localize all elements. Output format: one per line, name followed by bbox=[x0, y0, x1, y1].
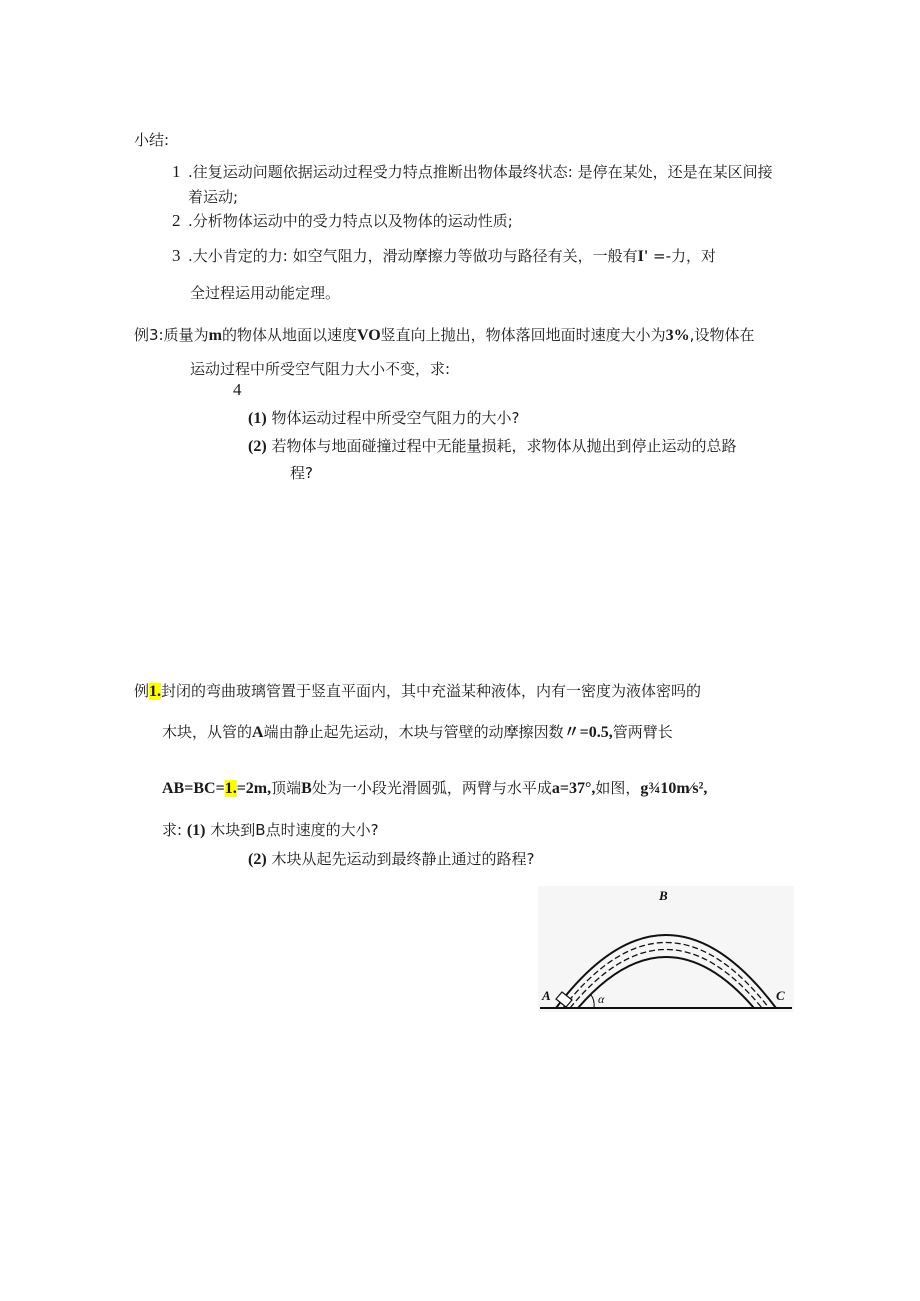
example1-gravity-value: g¾10m∕s², bbox=[640, 780, 708, 797]
example3-speed-value: 3% bbox=[665, 327, 690, 344]
example1-friction-coefficient: 〃=0.5, bbox=[563, 724, 613, 741]
example3-stray-digit: 4 bbox=[233, 380, 242, 399]
figure-label-c: C bbox=[776, 988, 785, 1003]
example1-text-3c: 顶端 bbox=[271, 779, 302, 797]
summary-item-1-text-cont: 着运动; bbox=[188, 188, 239, 206]
figure-label-a: A bbox=[542, 988, 551, 1003]
summary-item-3-text-cont: 全过程运用动能定理。 bbox=[190, 284, 341, 302]
summary-item-2-text: .分析物体运动中的受力特点以及物体的运动性质; bbox=[188, 212, 513, 230]
summary-item-2-number: 2 bbox=[172, 211, 181, 230]
example1-point-a: A bbox=[252, 724, 264, 741]
example1-text-2c: 管两臂长 bbox=[612, 723, 673, 741]
example1-line2 bbox=[162, 722, 673, 743]
example1-text-3e: 如图， bbox=[595, 779, 641, 797]
example3-q1-number: (1) bbox=[248, 410, 267, 427]
example1-ask: 求: bbox=[162, 821, 183, 839]
example1-q1-number: (1) bbox=[186, 822, 206, 839]
summary-item-1-number: 1 bbox=[172, 162, 181, 181]
example3-velocity-symbol: VO bbox=[356, 327, 381, 344]
example3-text-b: 的物体从地面以速度 bbox=[221, 326, 357, 344]
example1-label-highlight: 1. bbox=[149, 683, 162, 700]
example1-text-3d: 处为一小段光滑圆弧，两臂与水平成 bbox=[311, 779, 552, 797]
example1-arm-highlight: 1. bbox=[224, 780, 237, 797]
example3-q2-number: (2) bbox=[248, 438, 267, 455]
figure-label-alpha: α bbox=[598, 992, 605, 1006]
summary-heading: 小结: bbox=[134, 131, 170, 149]
figure-background bbox=[538, 886, 794, 1012]
example3-question-2-cont: 程? bbox=[290, 464, 313, 482]
summary-item-1-text: .往复运动问题依据运动过程受力特点推断出物体最终状态: 是停在某处，还是在某区间接 bbox=[188, 163, 773, 181]
example1-angle-value: a=37°, bbox=[551, 780, 596, 797]
example3-line1 bbox=[134, 325, 754, 346]
example3-text-d: ,设物体在 bbox=[689, 326, 755, 344]
example1-question-1 bbox=[162, 820, 379, 841]
example1-label: 例 bbox=[134, 682, 150, 700]
example3-q1-text: 物体运动过程中所受空气阻力的大小? bbox=[271, 409, 520, 427]
example3-text-c: 竖直向上抛出，物体落回地面时速度大小为 bbox=[380, 326, 666, 344]
example3-question-2 bbox=[248, 436, 736, 457]
summary-item-3-number: 3 bbox=[172, 246, 181, 265]
example1-q2-number: (2) bbox=[248, 851, 267, 868]
summary-item-3-text bbox=[188, 246, 716, 267]
summary-item-3-text-c: =-力，对 bbox=[648, 247, 717, 265]
example1-text-2a: 木块，从管的 bbox=[162, 723, 253, 741]
summary-item-3-symbol: I' bbox=[637, 248, 649, 265]
example1-text-2b: 端由静止起先运动，木块与管壁的动摩擦因数 bbox=[263, 723, 564, 741]
example1-arm-lengths: AB=BC= bbox=[162, 780, 225, 797]
example3-question-1 bbox=[248, 408, 519, 429]
example1-text-1: 封闭的弯曲玻璃管置于竖直平面内，其中充溢某种液体，内有一密度为液体密吗的 bbox=[161, 682, 702, 700]
example1-point-b: B bbox=[301, 780, 312, 797]
figure-label-b: B bbox=[659, 888, 668, 903]
example1-line3 bbox=[162, 778, 707, 799]
example3-q2-text: 若物体与地面碰撞过程中无能量损耗，求物体从抛出到停止运动的总路 bbox=[271, 437, 737, 455]
bent-tube-diagram bbox=[538, 886, 794, 1012]
example1-question-2 bbox=[248, 849, 534, 870]
example3-text-a: 质量为 bbox=[163, 326, 209, 344]
example1-q1-text: 木块到B点时速度的大小? bbox=[210, 821, 379, 839]
example1-arm-value: =2m, bbox=[236, 780, 272, 797]
example3-label: 例3: bbox=[134, 326, 164, 344]
example1-line1 bbox=[134, 681, 701, 702]
example3-mass-symbol: m bbox=[208, 327, 222, 344]
example1-q2-text: 木块从起先运动到最终静止通过的路程? bbox=[271, 850, 535, 868]
example3-line2: 运动过程中所受空气阻力大小不变，求: bbox=[190, 360, 451, 378]
summary-item-3-text-a: .大小肯定的力: 如空气阻力，滑动摩擦力等做功与路径有关，一般有 bbox=[188, 247, 638, 265]
